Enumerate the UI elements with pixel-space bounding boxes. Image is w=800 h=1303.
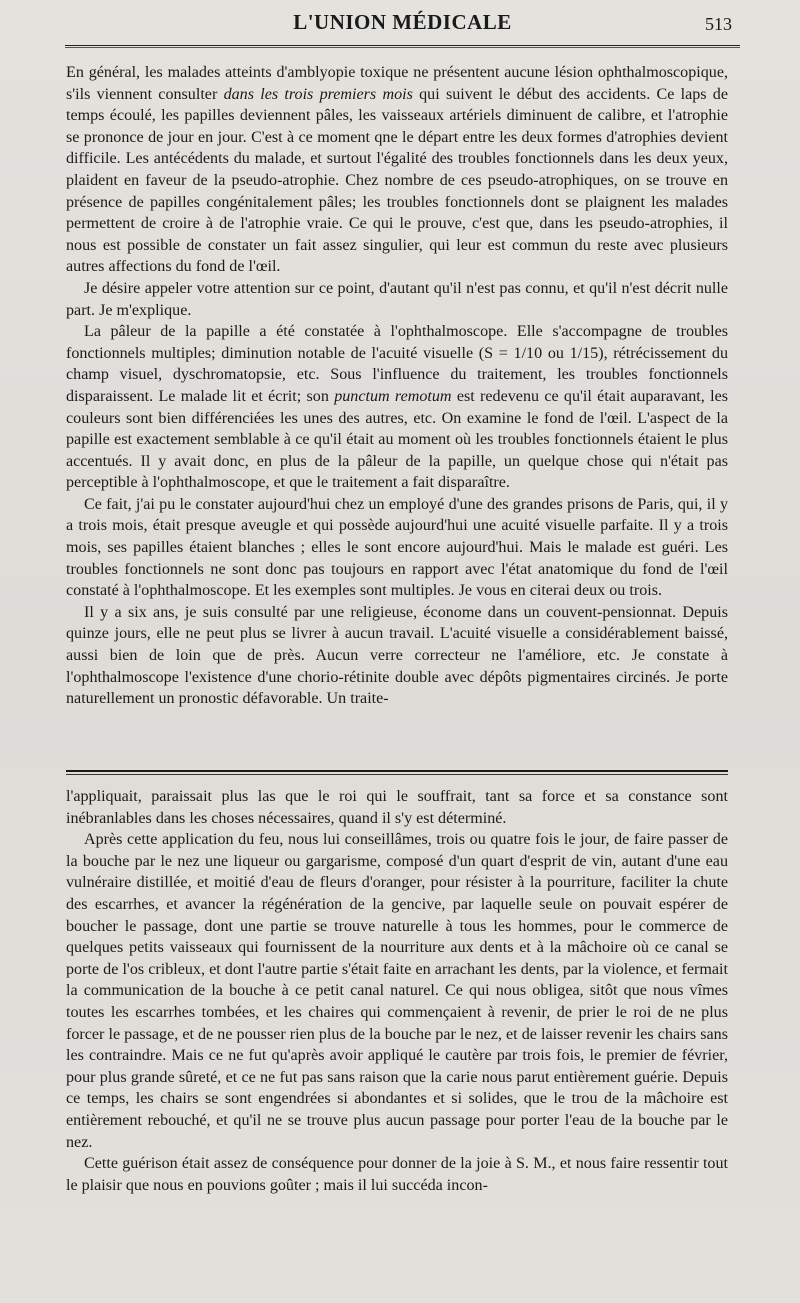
paragraph: l'appliquait, paraissait plus las que le roi qui le souffrait, tant sa force et sa constance sont inébranlables dans les choses nécessaires, quand il s'y est déterminé. <box>66 788 728 827</box>
article-body <box>66 62 728 710</box>
paragraph: Cette guérison était assez de conséquence pour donner de la joie à S. M., et nous faire ressentir tout le plaisir que nous en pouvions goûter ; mais il lui succéda incon- <box>66 1155 728 1194</box>
paragraph <box>66 321 728 494</box>
paragraph <box>66 62 728 278</box>
paragraph: Je désire appeler votre attention sur ce point, d'autant qu'il n'est pas connu, et qu'il n'est décrit nulle part. Je m'explique. <box>66 279 728 319</box>
paragraph-text: est redevenu ce qu'il était auparavant, les couleurs sont bien différenciées les unes des autres, etc. On examine le fond de l'œil. L'aspect de la papille est exactement semblable à ce qu'il était au moment où les troubles fonctionnels étaient le plus accentués. Il y avait donc, en plus de la pâleur de la papille, un quelque chose qui n'était pas perceptible à l'ophthalmoscope, et que le traitement a fait disparaître. <box>66 387 728 492</box>
paragraph: Après cette application du feu, nous lui conseillâmes, trois ou quatre fois le jour, de faire passer de la bouche par le nez une liqueur ou gargarisme, composé d'un quart d'esprit de vin, autant d'une eau vulnéraire distillée, et moitié d'eau de fleurs d'oranger, pour résister à la pourriture, faciliter la chute des escarrhes, et avancer la régénération de la gencive, par laquelle seule on pouvait espérer de boucher le passage, dont une partie se trouve naturelle à tous les hommes, pour le commerce de quelques petits vaisseaux qui fournissent de la nourriture aux dents et à la mâchoire où ce canal se porte de l'os cribleux, et dont l'autre partie s'était faite en arrachant les dents, par la violence, et fermait la communication de la bouche à ce petit canal naturel. Ce qui nous obligea, sitôt que nous vîmes toutes les escarrhes tombées, et les chaires qui commençaient à revenir, de prier le roi de ne plus forcer le passage, et de ne pousser rien plus de la bouche par le nez, et de laisser revenir les chairs sans les contraindre. Mais ce ne fut qu'après avoir appliqué le cautère par trois fois, le premier de février, pour plus grande sûreté, et ce ne fut pas sans raison que la carie nous parut entièrement guérie. Depuis ce temps, les chairs se sont engendrées si abondantes et si solides, que le trou de la mâchoire est entièrement rebouché, et qu'il ne se trouve plus aucun passage pour porter l'eau de la bouche par le nez. <box>66 831 728 1151</box>
paragraph-text: qui suivent le début des accidents. Ce laps de temps écoulé, les papilles deviennent pâles, les vaisseaux artériels diminuent de calibre, et l'atrophie se prononce de jour en jour. C'est à ce moment qne le départ entre les deux formes d'atrophies devient difficile. Les antécédents du malade, et surtout l'égalité des troubles fonctionnels dans les deux yeux, plaident en faveur de la pseudo-atrophie. Chez nombre de ces pseudo-atrophiques, on se trouve en présence de papilles congénitalement pâles; les troubles fonctionnels dont se plaignent les malades permettent de croire à de l'atrophie vraie. Ce qui le prouve, c'est que, dans les pseudo-atrophies, il nous est possible de constater un fait assez singulier, qui leur est commun du reste avec plusieurs autres affections du fond de l'œil. <box>66 85 728 276</box>
feuilleton-body <box>66 786 728 1196</box>
emphasis-text: dans les trois premiers mois <box>223 85 413 103</box>
running-title: L'UNION MÉDICALE <box>293 10 512 34</box>
header-rule <box>65 45 740 46</box>
feuilleton-divider-thin <box>66 774 728 775</box>
paragraph: Ce fait, j'ai pu le constater aujourd'hui chez un employé d'une des grandes prisons de Paris, qui, il y a trois mois, était presque aveugle et qui possède aujourd'hui une acuité visuelle parfaite. Il y a trois mois, ses papilles étaient blanches ; elles le sont encore aujourd'hui. Mais le malade est guéri. Les troubles fonctionnels ne sont donc pas toujours en rapport avec l'état anatomique du fond de l'œil constaté à l'ophthalmoscope. Et les exemples sont multiples. Je vous en citerai deux ou trois. <box>66 495 728 600</box>
header-rule-thin <box>65 47 740 48</box>
paragraph-text: En général, les malades atteints d'amblyopie toxique ne présentent aucune lésion ophthalmoscopique, s'ils viennent consulter <box>66 64 728 103</box>
page-header <box>65 10 740 46</box>
paragraph-text: La pâleur de la papille a été constatée à l'ophthalmoscope. Elle s'accompagne de troubles fonctionnels multiples; diminution notable de l'acuité visuelle (S = 1/10 ou 1/15), rétrécissement du champ visuel, dyschromatopsie, etc. Sous l'influence du traitement, les troubles fonctionnels disparaissent. Le malade lit et écrit; son <box>66 323 728 405</box>
emphasis-text: punctum remotum <box>334 387 452 405</box>
feuilleton-divider <box>66 770 728 772</box>
page-number: 513 <box>705 14 732 34</box>
paragraph: Il y a six ans, je suis consulté par une religieuse, économe dans un couvent-pensionnat. Depuis quinze jours, elle ne peut plus se livrer à aucun travail. L'acuité visuelle a considérablement baissé, aussi bien de loin que de près. Aucun verre correcteur ne l'améliore, etc. Je constate à l'ophthalmoscope l'existence d'une chorio-rétinite double avec dépôts pigmentaires circinés. Je porte naturellement un pronostic défavorable. Un traite- <box>66 603 728 708</box>
